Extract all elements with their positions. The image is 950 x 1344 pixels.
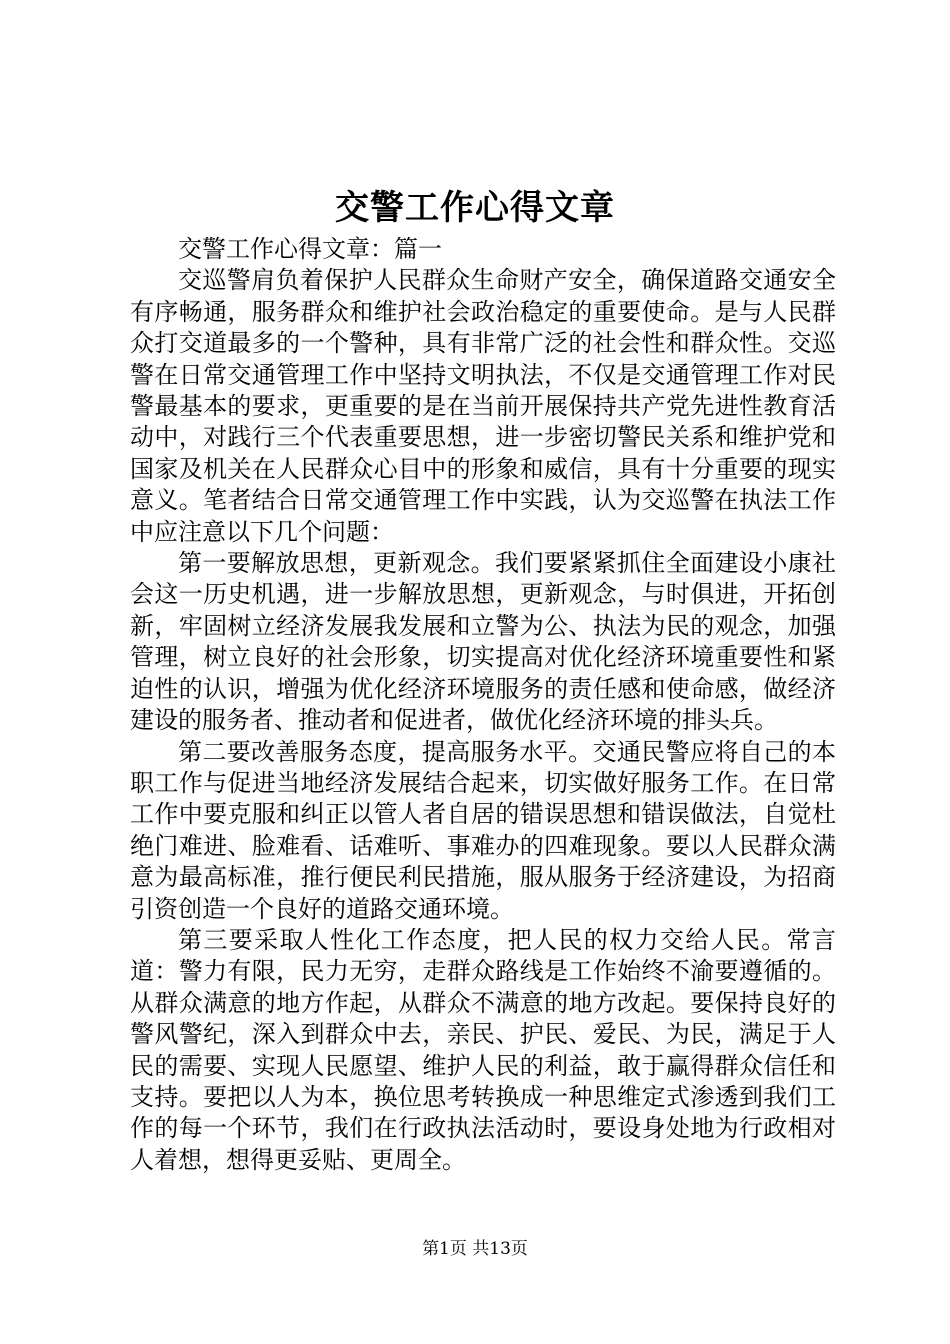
document-title: 交警工作心得文章 [335,188,615,228]
paragraph-intro: 交巡警肩负着保护人民群众生命财产安全，确保道路交通安全有序畅通，服务群众和维护社会政治稳定的重要使命。是与人民群众打交道最多的一个警种，具有非常广泛的社会性和群众性。交巡警在日常交通管理工作中坚持文明执法，不仅是交通管理工作对民警最基本的要求，更重要的是在当前开展保持共产党先进性教育活动中，对践行三个代表重要思想，进一步密切警民关系和维护党和国家及机关在人民群众心目中的形象和威信，具有十分重要的现实意义。笔者结合日常交通管理工作中实践，认为交巡警在执法工作中应注意以下几个问题： [130,266,836,546]
paragraph-point-two: 第二要改善服务态度，提高服务水平。交通民警应将自己的本职工作与促进当地经济发展结合起来，切实做好服务工作。在日常工作中要克服和纠正以管人者自居的错误思想和错误做法，自觉杜绝门难进、脸难看、话难听、事难办的四难现象。要以人民群众满意为最高标准，推行便民利民措施，服从服务于经济建设，为招商引资创造一个良好的道路交通环境。 [130,737,836,923]
page-footer: 第1页 共13页 [422,1239,528,1259]
document-body [130,234,836,1176]
section-heading: 交警工作心得文章：篇一 [178,235,442,263]
paragraph-point-one: 第一要解放思想，更新观念。我们要紧紧抓住全面建设小康社会这一历史机遇，进一步解放思想，更新观念，与时俱进，开拓创新，牢固树立经济发展我发展和立警为公、执法为民的观念，加强管理，树立良好的社会形象，切实提高对优化经济环境重要性和紧迫性的认识，增强为优化经济环境服务的责任感和使命感，做经济建设的服务者、推动者和促进者，做优化经济环境的排头兵。 [130,549,836,735]
paragraph-point-three: 第三要采取人性化工作态度，把人民的权力交给人民。常言道：警力有限，民力无穷，走群众路线是工作始终不渝要遵循的。从群众满意的地方作起，从群众不满意的地方改起。要保持良好的警风警纪，深入到群众中去，亲民、护民、爱民、为民，满足于人民的需要、实现人民愿望、维护人民的利益，敢于赢得群众信任和支持。要把以人为本，换位思考转换成一种思维定式渗透到我们工作的每一个环节，我们在行政执法活动时，要设身处地为行政相对人着想，想得更妥贴、更周全。 [130,925,836,1174]
